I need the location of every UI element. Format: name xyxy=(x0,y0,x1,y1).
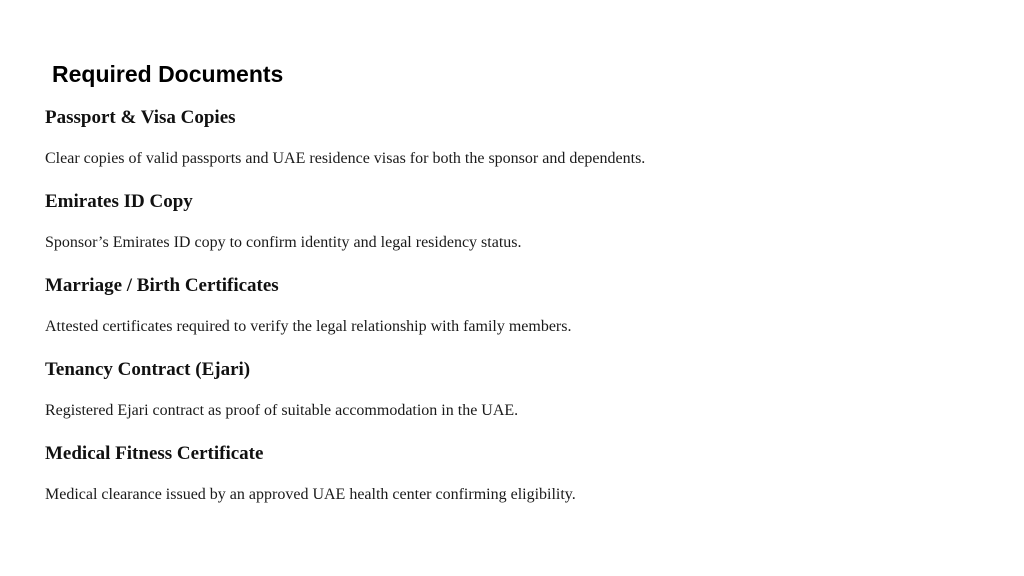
document-description: Sponsor’s Emirates ID copy to confirm identity and legal residency status. xyxy=(45,234,522,251)
document-item-certificates xyxy=(45,272,985,356)
document-item-tenancy-contract xyxy=(45,356,985,440)
document-item-emirates-id xyxy=(45,188,985,272)
document-description: Medical clearance issued by an approved UAE health center confirming eligibility. xyxy=(45,486,576,503)
document-heading: Marriage / Birth Certificates xyxy=(45,275,279,296)
document-heading: Medical Fitness Certificate xyxy=(45,443,264,464)
document-item-passport-visa xyxy=(45,104,985,188)
document-item-medical-fitness xyxy=(45,440,985,524)
document-description: Attested certificates required to verify the legal relationship with family members. xyxy=(45,318,572,335)
page-title: Required Documents xyxy=(52,61,284,87)
document-heading: Tenancy Contract (Ejari) xyxy=(45,359,251,380)
document-description: Clear copies of valid passports and UAE residence visas for both the sponsor and dependents. xyxy=(45,150,646,167)
document-heading: Emirates ID Copy xyxy=(45,191,193,212)
document-heading: Passport & Visa Copies xyxy=(45,107,236,128)
document-description: Registered Ejari contract as proof of suitable accommodation in the UAE. xyxy=(45,402,519,419)
documents-list xyxy=(45,104,985,524)
